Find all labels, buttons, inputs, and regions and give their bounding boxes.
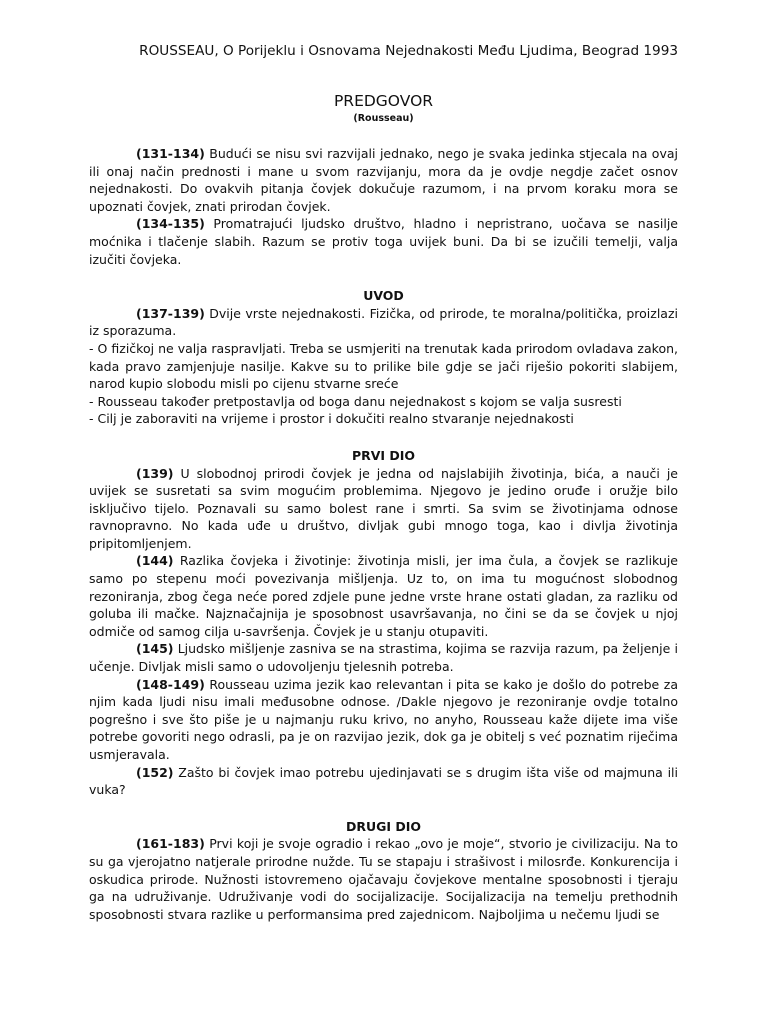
paragraph bbox=[89, 215, 678, 268]
page-reference: (144) bbox=[136, 553, 174, 569]
paragraph bbox=[89, 552, 678, 640]
section-heading-prvi-dio: PRVI DIO bbox=[351, 447, 416, 463]
section-heading-drugi-dio: DRUGI DIO bbox=[345, 818, 422, 834]
paragraph bbox=[89, 145, 678, 215]
paragraph bbox=[89, 305, 678, 340]
paragraph bbox=[89, 465, 678, 553]
paragraph-text: Ljudsko mišljenje zasniva se na strastima, kojima se razvija razum, pa željenje i učenje. Divljak misli samo o udovoljenju tjelesnih potreba. bbox=[89, 641, 678, 675]
paragraph-text: Zašto bi čovjek imao potrebu ujedinjavati se s drugim išta više od majmuna ili vuka? bbox=[89, 764, 678, 798]
page-reference: (131-134) bbox=[136, 146, 205, 161]
paragraph-text: Dvije vrste nejednakosti. Fizička, od prirode, te moralna/politička, proizlazi iz sporazuma. bbox=[89, 305, 678, 339]
paragraph-text: Budući se nisu svi razvijali jednako, nego je svaka jedinka stjecala na ovaj ili onaj način prednosti i mane u svom razvijanju, mora da je ovdje negdje začet osnov nejednakosti. Do ovakvih pitanja čovjek dokučuje razumom, i na prvom koraku mora se upoznati čovjek, znati prirodan čovjek. bbox=[89, 146, 678, 214]
bullet-item: - Rousseau također pretpostavlja od boga danu nejednakost s kojom se valja susresti bbox=[89, 393, 622, 409]
document-header: ROUSSEAU, O Porijeklu i Osnovama Nejednakosti Među Ljudima, Beograd 1993 bbox=[139, 43, 678, 59]
page-reference: (134-135) bbox=[136, 216, 205, 232]
paragraph bbox=[89, 764, 678, 799]
section-heading-uvod: UVOD bbox=[363, 288, 404, 304]
page-reference: (139) bbox=[136, 465, 174, 481]
page-reference: (152) bbox=[136, 764, 174, 780]
paragraph-text: Promatrajući ljudsko društvo, hladno i nepristrano, uočava se nasilje moćnika i tlačenje slabih. Razum se protiv toga uvijek buni. Da bi se izučili temelji, valja izučiti čovjeka. bbox=[89, 216, 678, 267]
bullet-item: - Cilj je zaboraviti na vrijeme i prostor i dokučiti realno stvaranje nejednakosti bbox=[89, 411, 574, 427]
paragraph-text: Razlika čovjeka i životinje: životinja misli, jer ima čula, a čovjek se razlikuje samo po stepenu moći povezivanja mišljenja. Uz to, on ima tu mogućnost slobodnog rezoniranja, zbog čega neće pored zdjele pune jedne vrste hrane ostati gladan, za razliku od goluba ili mačke. Najznačajnija je sposobnost usavršavanja, no čini se da se čovjek u njoj odmiče od samog cilja u-savršenja. Čovjek je u stanju otupaviti. bbox=[89, 553, 678, 639]
paragraph-text: Prvi koji je svoje ogradio i rekao „ovo je moje“, stvorio je civilizaciju. Na to su ga vjerojatno natjerale prirodne nužde. Tu se stapaju i strašivost i milosrđe. Konkurencija i oskudica prirode. Nužnosti istovremeno ojačavaju čovjekove mentalne sposobnosti i tjeraju ga na udruživanje. Udruživanje vodi do socijalizacije. Socijalizacija na temelju prethodnih sposobnosti stvara razlike u performansima pred zajednicom. Najboljima u nečemu ljudi se bbox=[89, 836, 678, 922]
paragraph bbox=[89, 835, 678, 923]
bullet-item: - O fizičkoj ne valja raspravljati. Treba se usmjeriti na trenutak kada prirodom ovladava zakon, kada pravo zamjenjuje nasilje. Kakve su to prilike bile gdje se jači riješio pokoriti slabijem, narod kupio slobodu misli po cijenu stvarne sreće bbox=[89, 340, 678, 392]
paragraph bbox=[89, 640, 678, 675]
page-subtitle: (Rousseau) bbox=[353, 113, 414, 124]
page-reference: (148-149) bbox=[136, 676, 205, 692]
paragraph bbox=[89, 676, 678, 764]
document-page bbox=[89, 42, 678, 923]
page-reference: (137-139) bbox=[136, 305, 205, 321]
paragraph-text: Rousseau uzima jezik kao relevantan i pita se kako je došlo do potrebe za njim kada ljudi nisu imali međusobne odnose. /Dakle njegovo je rezoniranje ovdje totalno pogrešno i sve što piše je u najmanju ruku krivo, no anyho, Rousseau kaže dijete ima više potrebe govoriti nego odrasli, pa je on razvijao jezik, dok ga je obitelj s već poznatim riječima usmjeravala. bbox=[89, 676, 678, 762]
page-reference: (145) bbox=[136, 641, 174, 657]
paragraph-text: U slobodnoj prirodi čovjek je jedna od najslabijih životinja, bića, a nauči je uvijek se susretati sa svim mogućim problemima. Njegovo je jedino oruđe i oružje bilo isključivo tijelo. Poznavali su samo bolest rane i smrti. Sa svim se životinjama odnose ravnopravno. No kada uđe u društvo, divljak gubi mnogo toga, kao i divlja životinja pripitomljenjem. bbox=[89, 465, 678, 551]
page-reference: (161-183) bbox=[136, 836, 205, 852]
page-title: PREDGOVOR bbox=[333, 92, 434, 110]
